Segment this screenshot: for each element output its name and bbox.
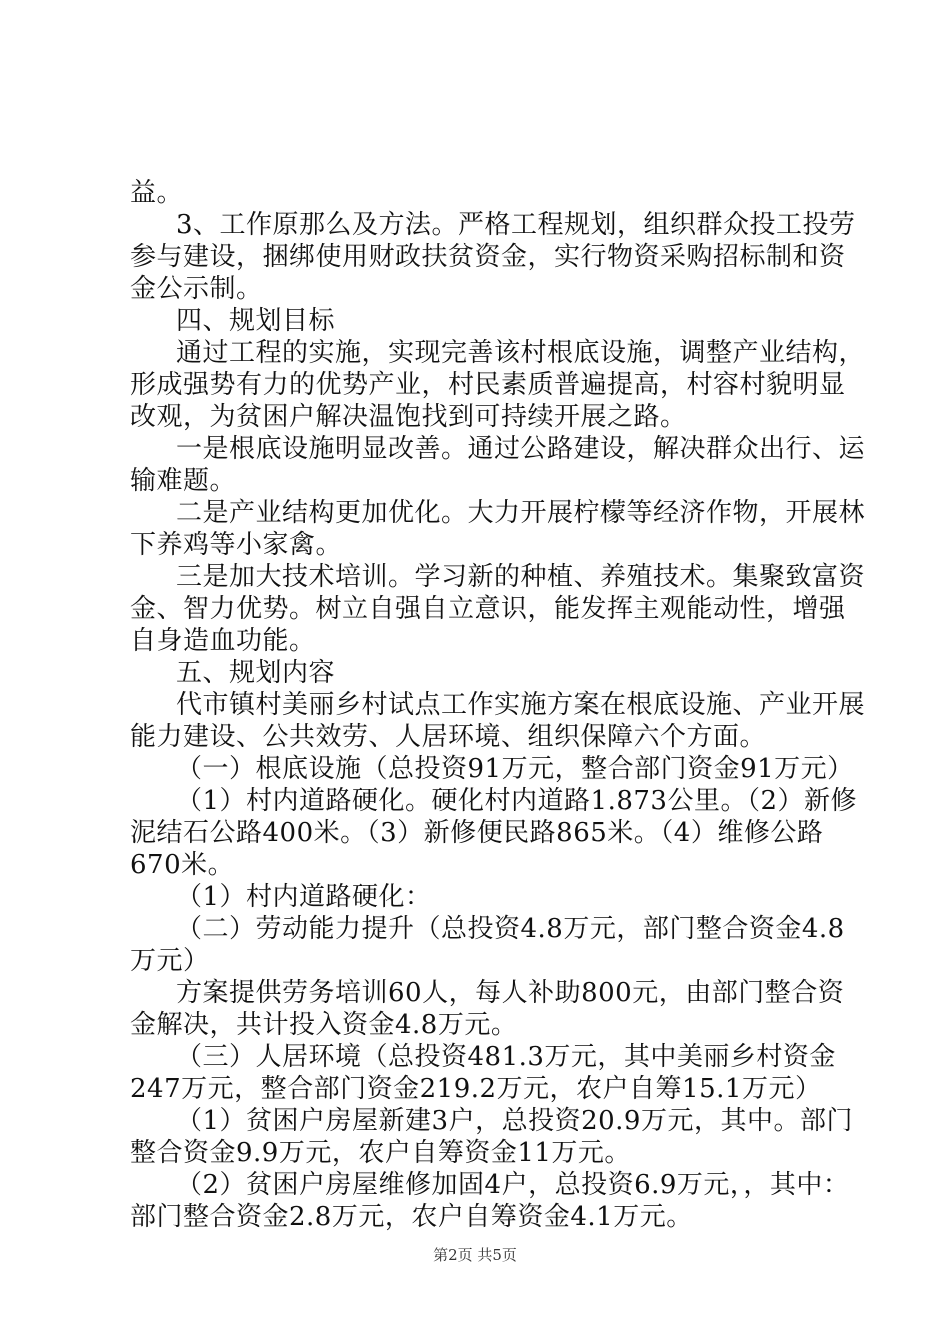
text-line: （2）贫困户房屋维修加固4户，总投资6.9万元，，其中： bbox=[176, 1170, 850, 1200]
text-line: 输难题。 bbox=[130, 466, 237, 496]
text-line: 通过工程的实施，实现完善该村根底设施，调整产业结构， bbox=[176, 338, 866, 368]
text-line: 部门整合资金2.8万元，农户自筹资金4.1万元。 bbox=[130, 1202, 693, 1232]
text-line: 参与建设，捆绑使用财政扶贫资金，实行物资采购招标制和资 bbox=[130, 242, 846, 272]
page-footer: 第2页 共5页 bbox=[433, 1246, 517, 1264]
text-line: 3、工作原那么及方法。严格工程规划，组织群众投工投劳 bbox=[176, 210, 856, 240]
text-line: 形成强势有力的优势产业，村民素质普遍提高，村容村貌明显 bbox=[130, 370, 846, 400]
text-line: （1）村内道路硬化： bbox=[176, 882, 432, 912]
text-line: 方案提供劳务培训60人，每人补助800元，由部门整合资 bbox=[176, 978, 845, 1008]
text-line: 金、智力优势。树立自强自立意识，能发挥主观能动性，增强 bbox=[130, 594, 846, 624]
text-line: 能力建设、公共效劳、人居环境、组织保障六个方面。 bbox=[130, 722, 767, 752]
text-line: 万元） bbox=[130, 946, 210, 976]
subsection-heading: （一）根底设施（总投资91万元，整合部门资金91万元） bbox=[176, 754, 854, 784]
text-line: 泥结石公路400米。（3）新修便民路865米。（4）维修公路 bbox=[130, 818, 824, 848]
text-line: 一是根底设施明显改善。通过公路建设，解决群众出行、运 bbox=[176, 434, 866, 464]
text-line: 三是加大技术培训。学习新的种植、养殖技术。集聚致富资 bbox=[176, 562, 866, 592]
text-line: 金解决，共计投入资金4.8万元。 bbox=[130, 1010, 518, 1040]
text-line: 自身造血功能。 bbox=[130, 626, 316, 656]
text-line: 金公示制。 bbox=[130, 274, 263, 304]
text-line: 改观，为贫困户解决温饱找到可持续开展之路。 bbox=[130, 402, 687, 432]
section-heading: 五、规划内容 bbox=[176, 658, 336, 688]
text-line: 下养鸡等小家禽。 bbox=[130, 530, 343, 560]
text-line: （1）贫困户房屋新建3户，总投资20.9万元，其中。部门 bbox=[176, 1106, 853, 1136]
text-line: 670米。 bbox=[130, 850, 235, 880]
text-line: 益。 bbox=[130, 178, 184, 208]
text-line: 二是产业结构更加优化。大力开展柠檬等经济作物，开展林 bbox=[176, 498, 866, 528]
subsection-heading: （三）人居环境（总投资481.3万元，其中美丽乡村资金 bbox=[176, 1042, 836, 1072]
text-line: 整合资金9.9万元，农户自筹资金11万元。 bbox=[130, 1138, 631, 1168]
subsection-heading: （二）劳动能力提升（总投资4.8万元，部门整合资金4.8 bbox=[176, 914, 845, 944]
text-line: 代市镇村美丽乡村试点工作实施方案在根底设施、产业开展 bbox=[176, 690, 866, 720]
text-line: （1）村内道路硬化。硬化村内道路1.873公里。（2）新修 bbox=[176, 786, 858, 816]
text-line: 247万元，整合部门资金219.2万元，农户自筹15.1万元） bbox=[130, 1074, 822, 1104]
section-heading: 四、规划目标 bbox=[176, 306, 336, 336]
